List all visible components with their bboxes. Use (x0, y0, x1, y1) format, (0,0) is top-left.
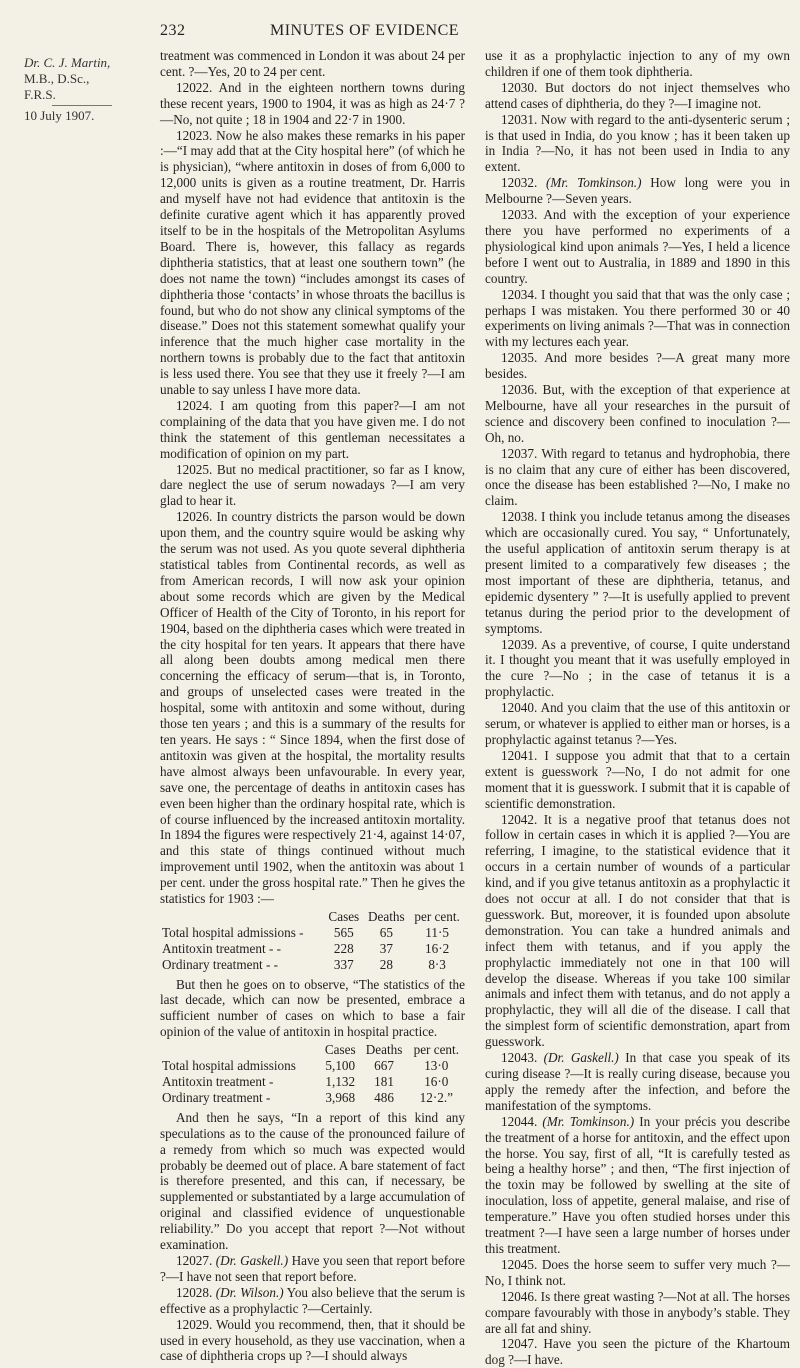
table-header: Deaths (365, 1042, 403, 1058)
paragraph-continued: use it as a prophylactic injection to any of my own children if one of them took diphtheria. (485, 48, 790, 79)
question-12033: 12033. And with the exception of your experience there you have performed no experiments of a physiological kind upon animals ?—Yes, I held a licence before I went out to Australia, in 1889 and 1890 in this country. (485, 207, 790, 286)
table-cell: 1,132 (325, 1074, 356, 1089)
table-cell: 37 (379, 940, 393, 956)
table-header: Deaths (368, 908, 405, 924)
question-text: In that case you speak of its curing disease ?—It is really curing disease, because you apply the remedy after the infection, and before the manifestation of the symptoms. (485, 1050, 791, 1113)
question-number: 12043. (501, 1050, 538, 1066)
witness-name: Dr. C. J. Martin, (24, 55, 111, 70)
table-cell: 11·5 (425, 924, 449, 940)
table-row (160, 941, 465, 957)
table-header: Cases (324, 1042, 356, 1058)
question-12026: 12026. In country districts the parson would be down upon them, and the country squire would be asking why the serum was not used. As you quote several diphtheria statistical tables from Continental records, as well as from American records, I will now ask your opinion about some records which are given by the Medical Officer of Health of the City of Toronto, in his report for 1904, based on the diphtheria cases which were treated in the city hospital for ten years. It appears that there have all along been doubts among medical men there concerning the efficacy of serum—that is, in Toronto, and groups of unselected cases were treated in the hospital, some with antitoxin and some without, during those ten years ; and this is a summary of the results for ten years. He says : “ Since 1894, when the first dose of antitoxin was given at the hospital, the mortality results have almost always been unfavourable. In every year, save one, the percentage of deaths in antitoxin cases has even been higher than the ordinary hospital rate, which is of course influenced by the increased antitoxin mortality. In 1894 the figures were respectively 21·4, against 14·07, and this state of things continued without much improvement until 1902, when the antitoxin was about 1 per cent. under the gross hospital rate.” Then he gives the statistics for 1903 :— (160, 509, 465, 907)
question-12045: 12045. Does the horse seem to suffer very much ?—No, I think not. (485, 1256, 790, 1288)
table-row (160, 1090, 465, 1106)
question-12043 (485, 1050, 790, 1114)
table-header: per cent. (413, 1042, 459, 1058)
margin-divider (52, 105, 112, 106)
table-cell: 16·0 (424, 1074, 449, 1089)
question-12037: 12037. With regard to tetanus and hydrophobia, there is no claim that any cure of either has been discovered, once the disease has been established ?—No, I make no claim. (485, 445, 790, 509)
witness-fellowship: F.R.S. (24, 87, 56, 102)
table-cell: Total hospital admissions (162, 1058, 296, 1074)
table-cell: 337 (333, 956, 354, 972)
table-row (160, 957, 465, 973)
question-12022: 12022. And in the eighteen northern towns during these recent years, 1900 to 1904, it was as high as 24·7 ?—No, not quite ; 18 in 1904 and 22·7 in 1900. (160, 79, 465, 127)
table-row (160, 925, 465, 941)
question-text: In your précis you describe the treatment of a horse for antitoxin, and the effect upon the horse. You say, first of all, “It is carefully tested as being a healthy horse” ; and then, “The first injection of the toxin may be followed by swelling at the site of inoculation, loss of appetite, general malaise, and rise of temperature.” Have you often studied horses under this treatment ?—I have seen a large number of horses under this treatment. (485, 1113, 790, 1256)
table-header-row (160, 1042, 465, 1058)
witness-date: 10 July 1907. (24, 108, 95, 123)
table-cell: Antitoxin treatment - - (162, 940, 282, 956)
table-cell: 228 (333, 940, 354, 956)
table-row (160, 1058, 465, 1074)
question-12041: 12041. I suppose you admit that that to a certain extent is guesswork ?—No, I do not admit for one moment that it is guesswork. I submit that it is capable of scientific demonstration. (485, 747, 790, 811)
question-12044 (485, 1114, 790, 1257)
table-cell: 181 (374, 1074, 394, 1089)
table-cell: 5,100 (325, 1058, 356, 1074)
running-head (160, 22, 790, 42)
table-cell: Antitoxin treatment - (162, 1074, 274, 1089)
table-header: per cent. (414, 908, 460, 924)
table-cell: Ordinary treatment - - (162, 956, 279, 972)
question-text: How long were you in Melbourne ?—Seven years. (485, 175, 791, 207)
paragraph-continued: treatment was commenced in London it was about 24 per cent. ?—Yes, 20 to 24 per cent. (160, 48, 465, 79)
right-column (485, 48, 790, 1368)
paragraph-decade: But then he goes on to observe, “The statistics of the last decade, which can now be presented, embrace a sufficient number of cases on which to base a fair opinion of the value of antitoxin in hospital practice. (160, 976, 465, 1040)
speaker-label: (Dr. Gaskell.) (543, 1050, 619, 1066)
statistics-table-decade (160, 1042, 465, 1106)
question-text: Have you seen that report before ?—I have not seen that report before. (160, 1252, 466, 1284)
table-cell: Ordinary treatment - (162, 1089, 271, 1105)
question-12030: 12030. But doctors do not inject themselves who attend cases of diphtheria, do they ?—I imagine not. (485, 79, 790, 111)
question-12039: 12039. As a preventive, of course, I quite understand it. I thought you meant that it was usefully employed in the cure ?—No ; in the case of tetanus it is a prophylactic. (485, 636, 790, 700)
page-title: MINUTES OF EVIDENCE (270, 22, 460, 39)
speaker-label: (Dr. Gaskell.) (215, 1252, 289, 1268)
table-cell: 13·0 (424, 1058, 449, 1074)
left-column (160, 48, 465, 1364)
table-header-row (160, 909, 465, 925)
page-number: 232 (160, 22, 186, 39)
speaker-label: (Mr. Tomkinson.) (546, 175, 642, 191)
question-12023: 12023. Now he also makes these remarks in his paper :—“I may add that at the City hospital here” (of which he is physician), “where antitoxin in doses of from 6,000 to 12,000 units is given as a routine treatment, Dr. Harris and myself have not had evidence that antitoxin is the definite curative agent which it has apparently proved itself to be in the hospitals of the Metropolitan Asylums Board. There is, however, this fallacy as regards diphtheria statistics, that at least one southern town” (he does not name the town) “includes amongst its cases of diphtheria those ‘contacts’ in whose throats the bacillus is found, but who do not show any clinical symptoms of the disease.” Does not this statement somewhat qualify your inference that the much higher case mortality in the northern towns is probably due to the fact that antitoxin is less used there. You see that they use it freely ?—I am unable to say unless I have more data. (160, 127, 465, 398)
speaker-label: (Mr. Tomkinson.) (542, 1113, 635, 1129)
table-cell: 3,968 (325, 1089, 356, 1105)
table-header: Cases (328, 908, 360, 924)
question-12034: 12034. I thought you said that that was the only case ; perhaps I was mistaken. You there performed 30 or 40 experiments on living animals ?—That was in connection with my lectures each year. (485, 286, 790, 350)
question-12024: 12024. I am quoting from this paper?—I am not complaining of the data that you have given me. I do not think the statement of this gentleman necessitates a modification of opinion on my part. (160, 397, 465, 461)
witness-margin-note (24, 55, 154, 124)
question-12046: 12046. Is there great wasting ?—Not at all. The horses compare favourably with those in anybody’s stable. They are all fat and shiny. (485, 1288, 790, 1336)
question-text: You also believe that the serum is effective as a prophylactic ?—Certainly. (160, 1284, 465, 1316)
paragraph-report: And then he says, “In a report of this kind any speculations as to the cause of the pronounced failure of a remedy from which so much was expected would probably be deemed out of place. A bare statement of fact is therefore presented, and this can, if necessary, be supplemented or substantiated by a large accumulation of original and classified evidence of unquestionable reliability.” Do you accept that report ?—Not without examination. (160, 1109, 465, 1253)
question-12047: 12047. Have you seen the picture of the Khartoum dog ?—I have. (485, 1336, 790, 1368)
table-cell: 8·3 (428, 956, 446, 972)
table-cell: 667 (374, 1058, 394, 1074)
question-12027 (160, 1253, 465, 1285)
table-header (160, 1042, 320, 1058)
question-12028 (160, 1285, 465, 1317)
table-cell: 12·2.” (419, 1089, 453, 1105)
question-12032 (485, 175, 790, 207)
question-12025: 12025. But no medical practitioner, so far as I know, dare neglect the use of serum nowadays ?—I am very glad to hear it. (160, 461, 465, 509)
speaker-label: (Dr. Wilson.) (215, 1284, 284, 1300)
table-cell: 486 (374, 1089, 394, 1105)
table-cell: 16·2 (425, 940, 450, 956)
table-cell: Total hospital admissions - (162, 924, 304, 940)
table-header (160, 909, 324, 925)
question-12035: 12035. And more besides ?—A great many more besides. (485, 350, 790, 382)
table-row (160, 1074, 465, 1090)
table-cell: 565 (333, 924, 354, 940)
question-number: 12027. (176, 1252, 213, 1268)
statistics-table-1903 (160, 909, 465, 973)
question-12031: 12031. Now with regard to the anti-dysenteric serum ; is that used in India, do you know ; has it been taken up in India ?—No, it has not been used in India to any extent. (485, 111, 790, 175)
question-12036: 12036. But, with the exception of that experience at Melbourne, have all your researches in the pursuit of science and discovery been confined to inoculation ?—Oh, no. (485, 382, 790, 445)
table-cell: 28 (379, 956, 393, 972)
table-cell: 65 (379, 924, 393, 940)
witness-degrees: M.B., D.Sc., (24, 71, 90, 86)
question-12040: 12040. And you claim that the use of this antitoxin or serum, or whatever is applied to either man or horses, is a prophylactic against tetanus ?—Yes. (485, 700, 790, 747)
question-number: 12032. (501, 175, 538, 191)
question-number: 12044. (501, 1113, 538, 1129)
question-12042: 12042. It is a negative proof that tetanus does not follow in certain cases in which it is applied ?—You are referring, I imagine, to the statistical evidence that it occurs in a certain number of wounds of a particular kind, and if you give tetanus antitoxin as a prophylactic it does not occur at all. I do not consider that that is guesswork. But, moreover, it is founded upon absolute demonstration. You can take a hundred animals and infect them with tetanus, and if you apply the prophylactic immediately not one in that 100 will develop the disease. Whereas if you take 100 similar animals and infect them with tetanus, and do not apply a prophylactic, they will all die of the disease. I call that the simplest form of scientific demonstration, apart from guesswork. (485, 811, 790, 1050)
question-number: 12028. (176, 1284, 213, 1300)
question-12038: 12038. I think you include tetanus among the diseases which are occasionally cured. You say, “ Unfortunately, the useful application of antitoxin serum therapy is at present limited to a comparatively few diseases ; the most important of these are diphtheria, tetanus, and epidemic dysentery ” ?—It is usefully applied to prevent tetanus during the period prior to the development of symptoms. (485, 509, 790, 636)
question-12029: 12029. Would you recommend, then, that it should be used in every household, as they use vaccination, when a case of diphtheria crops up ?—I should always (160, 1316, 465, 1364)
